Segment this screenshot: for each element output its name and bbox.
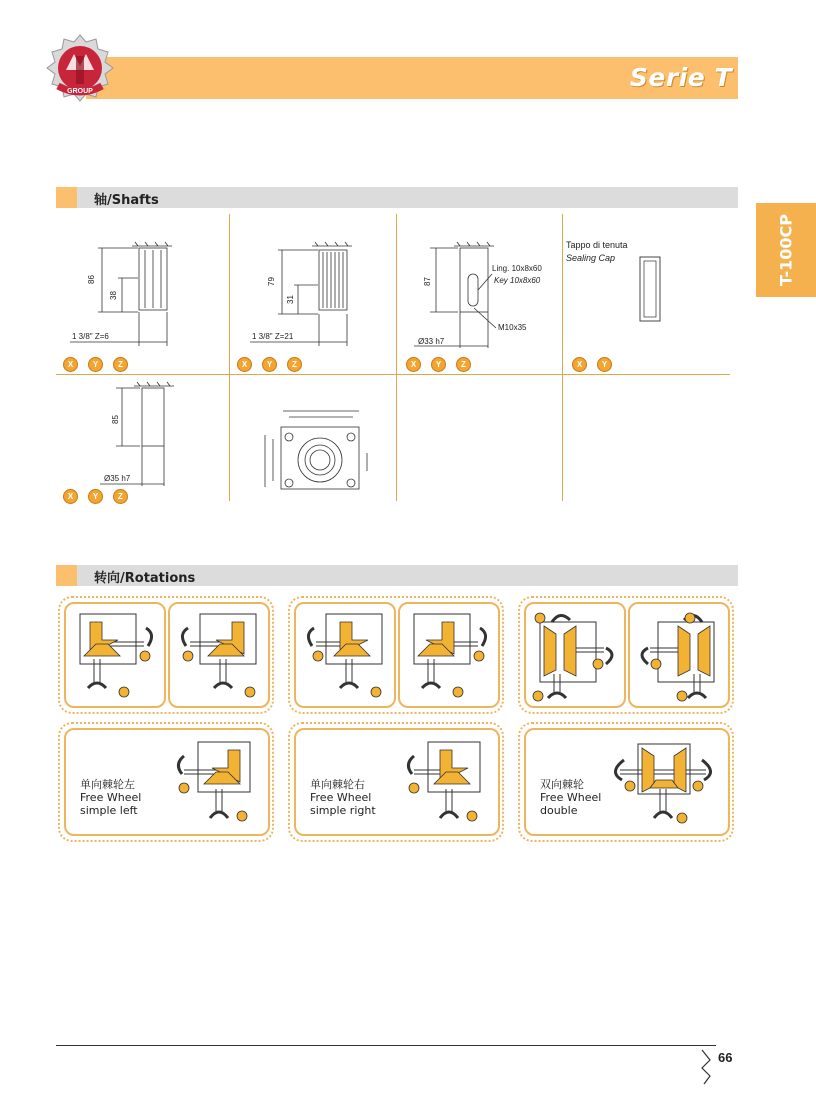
- shaft-spec: Ø35 h7: [104, 474, 131, 483]
- logo-text: GROUP: [67, 88, 93, 95]
- badge-y: Y: [88, 357, 103, 372]
- badge-group: [237, 357, 312, 372]
- rotation-box: [294, 602, 396, 708]
- badge-x: X: [237, 357, 252, 372]
- badge-group: [63, 357, 138, 372]
- dim-partial: 38: [109, 291, 118, 300]
- free-wheel-cn: 单向棘轮左: [80, 778, 135, 791]
- shaft-drawing-keyed: [400, 240, 560, 350]
- dim-partial: 31: [286, 295, 295, 304]
- badge-y: Y: [88, 489, 103, 504]
- free-wheel-cn: 单向棘轮右: [310, 778, 365, 791]
- grid-divider: [56, 374, 730, 375]
- shaft-spec: 1 3/8" Z=21: [252, 332, 294, 341]
- key-label-en: Key 10x8x60: [494, 276, 541, 285]
- bevel-gear-diagram-double: [630, 604, 728, 706]
- free-wheel-group-right: [288, 722, 504, 842]
- bevel-gear-diagram: [66, 604, 164, 706]
- shaft-drawing-splined-z6: [60, 240, 225, 350]
- series-title: Serie T: [629, 63, 732, 92]
- rotation-box: [168, 602, 270, 708]
- badge-x: X: [406, 357, 421, 372]
- thread-label: M10x35: [498, 323, 527, 332]
- footer-rule: [56, 1045, 716, 1046]
- flange-drawing: [255, 405, 380, 495]
- badge-z: Z: [113, 489, 128, 504]
- dim-total: 86: [87, 275, 96, 284]
- sealing-cap-drawing: [638, 255, 664, 325]
- badge-y: Y: [597, 357, 612, 372]
- rotation-box: [524, 602, 626, 708]
- bevel-gear-diagram: [400, 604, 498, 706]
- bevel-gear-diagram: [170, 604, 268, 706]
- badge-group: [63, 489, 138, 504]
- free-wheel-en: simple left: [80, 804, 138, 817]
- bevel-gear-diagram-double: [526, 604, 624, 706]
- free-wheel-en: Free Wheel: [80, 791, 142, 804]
- side-tab: [756, 203, 816, 297]
- badge-z: Z: [456, 357, 471, 372]
- shaft-spec: Ø33 h7: [418, 337, 445, 346]
- bevel-gear-diagram: [296, 604, 394, 706]
- free-wheel-box: [64, 728, 270, 836]
- badge-group: [572, 357, 622, 372]
- rotation-box: [628, 602, 730, 708]
- badge-y: Y: [262, 357, 277, 372]
- free-wheel-box: [294, 728, 500, 836]
- section-title-shafts: 轴/Shafts: [94, 193, 159, 208]
- free-wheel-en: simple right: [310, 804, 376, 817]
- dim-total: 87: [423, 277, 432, 286]
- grid-divider: [396, 214, 397, 501]
- free-wheel-group-left: [58, 722, 274, 842]
- badge-x: X: [63, 357, 78, 372]
- badge-x: X: [572, 357, 587, 372]
- badge-z: Z: [287, 357, 302, 372]
- shaft-drawing-plain: [60, 380, 225, 490]
- bevel-gear-diagram: [400, 734, 496, 830]
- free-wheel-en: double: [540, 804, 578, 817]
- section-marker: [56, 187, 77, 208]
- badge-group: [406, 357, 481, 372]
- dim-total: 85: [111, 415, 120, 424]
- section-title-rotations: 转向/Rotations: [94, 571, 196, 586]
- rotation-box: [398, 602, 500, 708]
- shaft-spec: 1 3/8" Z=6: [72, 332, 109, 341]
- section-bar-shafts: [56, 187, 738, 208]
- sealing-cap-label-en: Sealing Cap: [566, 253, 616, 263]
- sealing-cap-label-it: Tappo di tenuta: [566, 240, 628, 250]
- free-wheel-box: [524, 728, 730, 836]
- badge-z: Z: [113, 357, 128, 372]
- shaft-drawing-splined-z21: [234, 240, 394, 350]
- dim-total: 79: [267, 277, 276, 286]
- company-logo: [44, 32, 116, 104]
- page-number: 66: [718, 1050, 733, 1065]
- section-bar-rotations: [56, 565, 738, 586]
- grid-divider: [229, 214, 230, 501]
- bevel-gear-diagram: [170, 734, 266, 830]
- free-wheel-cn: 双向棘轮: [540, 778, 584, 791]
- grid-divider: [562, 214, 563, 501]
- badge-y: Y: [431, 357, 446, 372]
- bevel-gear-diagram-double: [602, 734, 726, 830]
- section-marker: [56, 565, 77, 586]
- free-wheel-en: Free Wheel: [540, 791, 602, 804]
- key-label-it: Ling. 10x8x60: [492, 264, 542, 273]
- rotation-box: [64, 602, 166, 708]
- free-wheel-group-double: [518, 722, 734, 842]
- side-tab-label: T-100CP: [776, 213, 796, 287]
- badge-x: X: [63, 489, 78, 504]
- free-wheel-en: Free Wheel: [310, 791, 372, 804]
